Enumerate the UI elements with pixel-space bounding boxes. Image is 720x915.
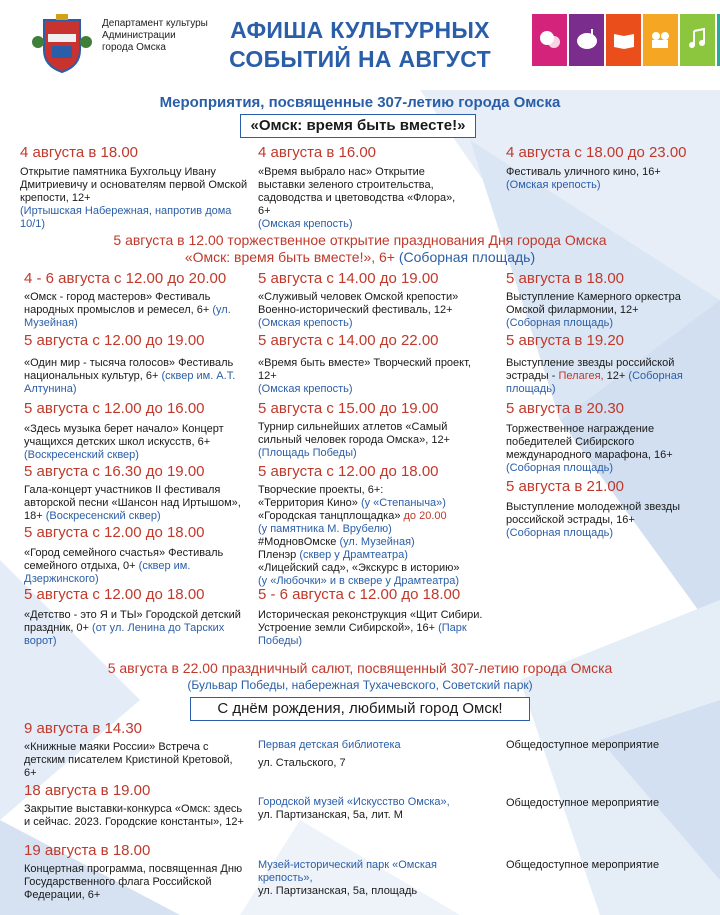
- event-location: (Воскресенский сквер): [24, 449, 139, 461]
- event-date: 5 августа с 14.00 до 22.00: [258, 332, 439, 349]
- event-block: [258, 332, 483, 396]
- event-block: [258, 144, 468, 231]
- event-description: «Один мир - тысяча голосов» Фестиваль национальных культур, 6+: [24, 357, 234, 382]
- event-location: (Площадь Победы): [258, 447, 357, 459]
- event-date: 5 августа в 18.00: [506, 270, 625, 287]
- event-date: 5 августа с 12.00 до 16.00: [24, 400, 205, 417]
- event-block: [258, 400, 483, 460]
- event-location: (Воскресенский сквер): [45, 510, 161, 522]
- event-location: (Соборная площадь): [506, 462, 614, 474]
- omsk-coat-of-arms-icon: [30, 12, 94, 76]
- culture-icons: [530, 14, 720, 66]
- page-title: АФИША КУЛЬТУРНЫХ СОБЫТИЙ НА АВГУСТ: [229, 17, 491, 72]
- event-description: Творческие проекты, 6+:: [258, 484, 384, 496]
- event-location: (Соборная площадь): [506, 317, 614, 329]
- access-note: Общедоступное мероприятие: [506, 739, 660, 751]
- event-location: (Соборная площадь): [506, 370, 683, 395]
- department-name: Департамент культуры Администрации города Омска: [102, 18, 208, 53]
- event-location: (Омская крепость): [506, 179, 601, 191]
- event-location: (Омская крепость): [258, 317, 353, 329]
- event-description: Выступление молодежной звезды российской эстрады, 16+: [506, 501, 681, 526]
- event-location: (ул. Музейная): [24, 304, 231, 329]
- event-block: [258, 586, 483, 648]
- event-location: (от ул. Ленина до Тарских ворот): [24, 622, 225, 647]
- theatre-masks-icon: [532, 14, 567, 66]
- event-description: «Служивый человек Омской крепости» Военно-исторический фестиваль, 12+: [258, 291, 459, 316]
- access-note: Общедоступное мероприятие: [506, 797, 660, 809]
- paint-palette-icon: [569, 14, 604, 66]
- event-block: [24, 332, 249, 396]
- event-block: 5 августа в 19.20 Выступление звезды российской эстрады - Пелагея, 12+ (Соборная площадь): [506, 332, 706, 396]
- event-description: «Омск - город мастеров» Фестиваль народных промыслов и ремесел, 6+: [24, 291, 211, 316]
- performer-name: Пелагея,: [558, 370, 604, 382]
- event-date: 4 августа с 18.00 до 23.00: [506, 144, 687, 161]
- event-date: 4 - 6 августа с 12.00 до 20.00: [24, 270, 227, 287]
- event-block: [24, 400, 249, 462]
- event-date: 5 августа в 20.30: [506, 400, 625, 417]
- event-location: (Иртышская Набережная, напротив дома 10/1): [20, 205, 232, 230]
- birthday-box: С днём рождения, любимый город Омск!: [190, 697, 530, 721]
- salute-banner-line1: 5 августа в 22.00 праздничный салют, посвященный 307-летию города Омска: [107, 660, 613, 676]
- book-icon: [606, 14, 641, 66]
- opening-banner: [0, 232, 720, 266]
- event-location: (Соборная площадь): [506, 527, 614, 539]
- header: [0, 0, 720, 88]
- event-block: [20, 144, 250, 231]
- event-description: «Время быть вместе» Творческий проект, 12+: [258, 357, 471, 382]
- event-description: Гала-концерт участников II фестиваля авторской песни «Шансон над Иртышом», 18+: [24, 484, 241, 522]
- venue-address: ул. Стальского, 7: [258, 757, 346, 769]
- event-location: (Омская крепость): [258, 218, 353, 230]
- event-date: 4 августа в 16.00: [258, 144, 377, 161]
- event-date: 5 августа с 12.00 до 19.00: [24, 332, 205, 349]
- event-description: Концертная программа, посвященная Дню Государственного флага Российской Федерации, 6+: [24, 863, 243, 901]
- event-block: [24, 782, 244, 829]
- slogan-box: «Омск: время быть вместе!»: [240, 114, 476, 138]
- event-date: 19 августа в 18.00: [24, 842, 151, 859]
- event-date: 5 августа в 19.20: [506, 332, 625, 349]
- event-description: Историческая реконструкция «Щит Сибири. Устроение земли Сибирской», 16+: [258, 609, 483, 634]
- event-block: [506, 478, 706, 540]
- music-notes-icon: [680, 14, 715, 66]
- access-note: Общедоступное мероприятие: [506, 859, 660, 871]
- film-camera-icon: [643, 14, 678, 66]
- event-description: Выступление звезды российской эстрады -: [506, 357, 675, 382]
- event-date: 5 августа в 21.00: [506, 478, 625, 495]
- event-date: 5 августа с 14.00 до 19.00: [258, 270, 439, 287]
- event-description: «Детство - это Я и ТЫ» Городской детский праздник, 0+: [24, 609, 241, 634]
- event-block: [24, 270, 249, 330]
- opening-banner-line1: 5 августа в 12.00 торжественное открытие празднования Дня города Омска: [113, 232, 607, 248]
- event-description: Торжественное награждение победителей Сибирского международного марафона, 16+: [506, 423, 673, 461]
- event-date: 5 августа с 16.30 до 19.00: [24, 463, 205, 480]
- event-date: 5 августа с 15.00 до 19.00: [258, 400, 439, 417]
- event-description: «Время выбрало нас» Открытие выставки зеленого строительства, садоводства и цветоводства «Флора», 6+: [258, 166, 456, 217]
- event-description: «Город семейного счастья» Фестиваль семейного отдыха, 0+: [24, 547, 224, 572]
- event-date: 5 августа с 12.00 до 18.00: [24, 586, 205, 603]
- event-place: [258, 796, 458, 822]
- event-date: 18 августа в 19.00: [24, 782, 151, 799]
- event-block: [24, 720, 244, 780]
- event-date: 5 - 6 августа с 12.00 до 18.00: [258, 586, 461, 603]
- event-block: [24, 524, 249, 586]
- event-date: 5 августа с 12.00 до 18.00: [258, 463, 439, 480]
- event-description: Открытие памятника Бухгольцу Ивану Дмитриевичу и основателям первой Омской крепости, 12+: [20, 166, 248, 204]
- anniversary-heading: Мероприятия, посвященные 307-летию города Омска: [159, 94, 561, 111]
- event-date: 4 августа в 18.00: [20, 144, 139, 161]
- venue-name: Городской музей «Искусство Омска»,: [258, 796, 450, 808]
- event-block: [24, 463, 249, 523]
- event-block: [506, 144, 706, 192]
- event-location: (сквер им. А.Т. Алтунина): [24, 370, 236, 395]
- event-block: [506, 270, 706, 330]
- salute-banner: [0, 660, 720, 693]
- event-location: (Омская крепость): [258, 383, 353, 395]
- event-description: Турнир сильнейших атлетов «Самый сильный человек города Омска», 12+: [258, 421, 450, 446]
- event-place: [258, 859, 458, 898]
- venue-address: ул. Партизанская, 5а, площадь: [258, 885, 418, 897]
- event-block: [258, 270, 483, 330]
- salute-banner-location: (Бульвар Победы, набережная Тухачевского, Советский парк): [187, 678, 533, 692]
- event-description: «Книжные маяки России» Встреча с детским писателем Кристиной Кретовой, 6+: [24, 741, 233, 779]
- event-block: [24, 586, 249, 648]
- event-description: «Здесь музыка берет начало» Концерт учащихся детских школ искусств, 6+: [24, 423, 224, 448]
- event-date: 9 августа в 14.30: [24, 720, 143, 737]
- event-block: [24, 842, 244, 902]
- event-description: Фестиваль уличного кино, 16+: [506, 166, 661, 178]
- event-description: Закрытие выставки-конкурса «Омск: здесь и сейчас. 2023. Городские константы», 12+: [24, 803, 244, 828]
- event-block: [506, 400, 706, 475]
- venue-address: ул. Партизанская, 5а, лит. М: [258, 809, 403, 821]
- event-block-creative: 5 августа с 12.00 до 18.00 Творческие проекты, 6+: «Территория Кино» (у «Степаныча») «Городская танцплощадка» до 20.00 (у памятника М. Врубелю) #МодновОмске (ул. Музейная) Пленэр (сквер у Драмтеатра) «Лицейский сад», «Экскурс в историю» (у «Любочки» и в сквере у Драмтеатра): [258, 463, 498, 588]
- event-location: (сквер им. Дзержинского): [24, 560, 191, 585]
- event-date: 5 августа с 12.00 до 18.00: [24, 524, 205, 541]
- venue-name: Первая детская библиотека: [258, 739, 401, 751]
- venue-name: Музей-исторический парк «Омская крепость»,: [258, 859, 438, 884]
- opening-banner-line2: «Омск: время быть вместе!», 6+ (Соборная площадь): [184, 249, 536, 265]
- opening-banner-location: (Соборная площадь): [398, 249, 536, 265]
- event-description: Выступление Камерного оркестра Омской филармонии, 12+: [506, 291, 681, 316]
- event-location: (Парк Победы): [258, 622, 467, 647]
- event-place: [258, 739, 458, 770]
